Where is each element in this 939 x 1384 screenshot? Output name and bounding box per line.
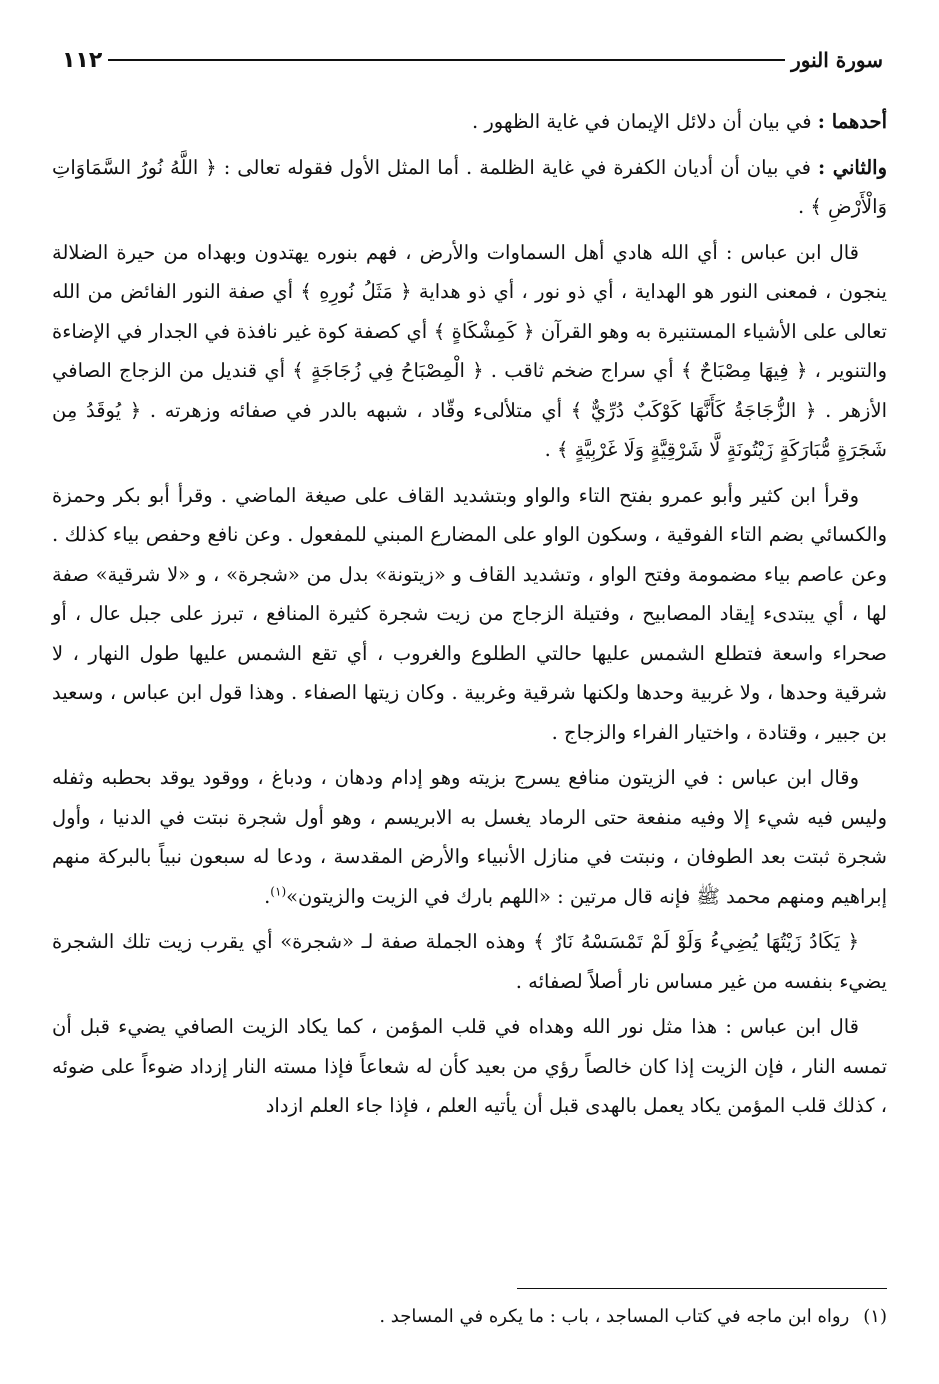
body-text — [52, 102, 887, 1126]
paragraph-text: وقرأ ابن كثير وأبو عمرو بفتح التاء والواو وبتشديد القاف على صيغة الماضي . وقرأ أبو بكر وحمزة والكسائي بضم التاء الفوقية ، وسكون الواو على المضارع المبني للمفعول . وعن نافع وحفص بياء كذلك . وعن عاصم بياء مضمومة وفتح الواو ، وتشديد القاف و «زيتونة» بدل من «شجرة» ، و «لا شرقية» صفة لها ، أي يبتدىء إيقاد المصابيح ، وفتيلة الزجاج من زيت شجرة كثيرة المنافع ، تبرز على جبل عال ، أو صحراء واسعة فتطلع الشمس عليها حالتي الطلوع والغروب ، أي تقع الشمس عليها طول النهار ، لا شرقية وحدها ، ولا غربية وحدها ولكنها شرقية وغربية . وكان زيتها الصفاء . وهذا قول ابن عباس ، وسعيد بن جبير ، وقتادة ، واختيار الفراء والزجاج . — [52, 483, 887, 744]
paragraph-readings — [52, 476, 887, 753]
paragraph-first-point — [52, 102, 887, 142]
paragraph-ibn-abbas-commentary — [52, 233, 887, 470]
footnote-rule — [517, 1288, 887, 1289]
footnote-text: رواه ابن ماجه في كتاب المساجد ، باب : ما يكره في المساجد . — [379, 1306, 850, 1327]
paragraph-text: قال ابن عباس : هذا مثل نور الله وهداه في قلب المؤمن ، كما يكاد الزيت الصافي يضيء قبل أن تمسه النار ، فإن الزيت إذا كان خالصاً رؤي من بعيد كأن له شعاعاً فإذا مسته النار إزداد ضوءاً على ضوئه ، كذلك قلب المؤمن يكاد يعمل بالهدى قبل أن يأتيه العلم ، فإذا جاء العلم ازداد — [52, 1015, 887, 1117]
paragraph-believer-heart — [52, 1007, 887, 1126]
paragraph-tail: . — [264, 884, 271, 908]
page-number: ١١٢ — [62, 47, 103, 73]
paragraph-lead: أحدهما : — [817, 110, 887, 133]
footnote-reference[interactable]: (١) — [270, 884, 287, 898]
paragraph-second-point — [52, 148, 887, 227]
running-header — [52, 40, 887, 80]
paragraph-text: في بيان أن دلائل الإيمان في غاية الظهور . — [471, 110, 818, 133]
header-rule — [108, 59, 785, 61]
paragraph-text: ﴿ يَكَادُ زَيْتُهَا يُضِيءُ وَلَوْ لَمْ تَمْسَسْهُ نَارٌ ﴾ وهذه الجملة صفة لـ «شجرة» أي يقرب زيت تلك الشجرة يضيء بنفسه من غير مساس نار أصلاً لصفائه . — [52, 930, 887, 993]
book-page — [52, 40, 887, 1360]
paragraph-lead: والثاني : — [817, 155, 887, 179]
paragraph-text: في بيان أن أديان الكفرة في غاية الظلمة . أما المثل الأول فقوله تعالى : ﴿ اللَّهُ نُورُ السَّمَاوَاتِ وَالْأَرْضِ ﴾ . — [52, 155, 887, 218]
paragraph-olive-benefits — [52, 758, 887, 916]
footnote-marker: (١) — [863, 1306, 887, 1327]
paragraph-text: وقال ابن عباس : في الزيتون منافع يسرج بزيته وهو إدام ودهان ، ودباغ ، ووقود يوقد بحطبه وثفله وليس فيه شيء إلا وفيه منفعة حتى الرماد يغسل به الابريسم ، وهو أول شجرة نبتت في الدنيا ، وأول شجرة ثبتت بعد الطوفان ، ونبتت في منازل الأنبياء والأرض المقدسة ، ودعا له سبعون نبياً بالبركة منهم إبراهيم ومنهم محمد ﷺ فإنه قال مرتين : «اللهم بارك في الزيت والزيتون» — [52, 766, 887, 908]
footnote — [52, 1302, 887, 1332]
chapter-title: سورة النور — [791, 48, 883, 72]
paragraph-oil-verse — [52, 922, 887, 1001]
paragraph-text: قال ابن عباس : أي الله هادي أهل السماوات والأرض ، فهم بنوره يهتدون وبهداه من حيرة الضلالة ينجون ، فمعنى النور هو الهداية ، أي ذو نور ، أي ذو هداية ﴿ مَثَلُ نُورِهِ ﴾ أي صفة النور الفائض من الله تعالى على الأشياء المستنيرة به وهو القرآن ﴿ كَمِشْكَاةٍ ﴾ أي كصفة كوة غير نافذة في الجدار في الإضاءة والتنوير ، ﴿ فِيهَا مِصْبَاحٌ ﴾ أي سراج ضخم ثاقب . ﴿ الْمِصْبَاحُ فِي زُجَاجَةٍ ﴾ أي قنديل من الزجاج الصافي الأزهر . ﴿ الزُّجَاجَةُ كَأَنَّهَا كَوْكَبٌ دُرِّيٌّ ﴾ أي متلألىء وقّاد ، شبهه بالدر في صفائه وزهرته . ﴿ يُوقَدُ مِن شَجَرَةٍ مُّبَارَكَةٍ زَيْتُونَةٍ لَّا شَرْقِيَّةٍ وَلَا غَرْبِيَّةٍ ﴾ . — [52, 240, 887, 461]
